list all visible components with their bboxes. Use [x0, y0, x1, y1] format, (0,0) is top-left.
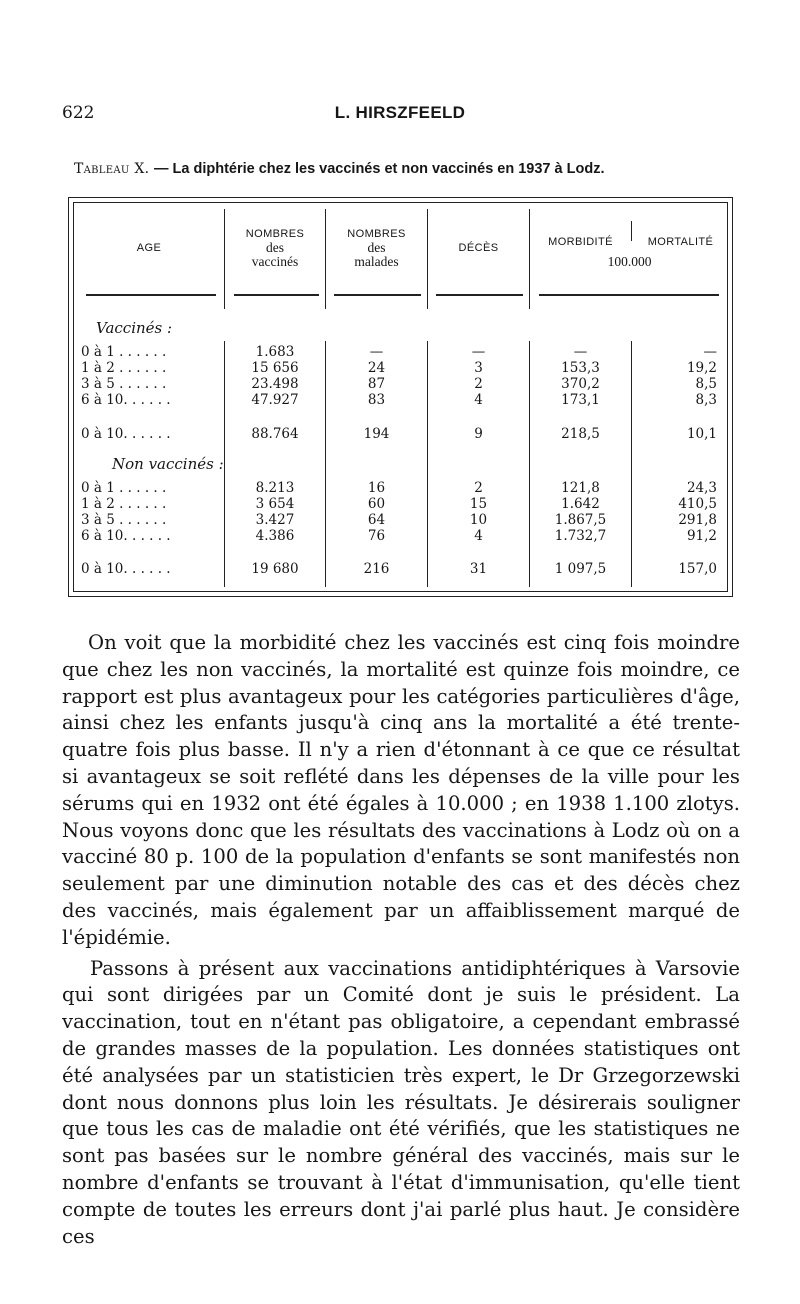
header-age: AGE — [136, 242, 162, 254]
data-table — [68, 197, 733, 597]
col-divider — [427, 209, 428, 309]
paragraph-1: On voit que la morbidité chez les vaccinés est cinq fois moindre que chez les non vaccinés, la mortalité est quinze fois moindre, ce rapport est plus avantageux pour les catégories particulières d'âge, ainsi chez les enfants jusqu'à cinq ans la mortalité a été trente-quatre fois plus basse. Il n'y a rien d'étonnant à ce que ce résultat si avantageux se soit reflété dans les dépenses de la ville pour les sérums qui en 1932 ont été égales à 10.000 ; en 1938 1.100 zlotys. Nous voyons donc que les résultats des vaccinations à Lodz où on a vacciné 80 p. 100 de la population d'enfants se sont manifestés non seulement par une diminution notable des cas et des décès chez des vaccinés, mais également par un affaiblissement marqué de l'épidémie. — [62, 631, 740, 949]
table-inner-border: AGE NOMBRES des vaccinés NOMBRES des malades DÉCÈS MORBIDITÉ MORTALITÉ 100.000 Vaccinés : 0 à 1 . . . . . . 1.683 — — — — 1 à 2 . . . . . . 15 656 24 3 153,3 19,2 3 à 5 . . . . . . 23.498 87 2 370,2 8,5 6 à 10. . . . . . 47.927 83 4 173,1 8,3 0 à 10. . . . . . 88.764 194 9 218,5 10,1 Non vaccinés : 0 à 1 . . . . . . 8.213 16 2 121,8 24,3 1 à 2 . . . . . . 3 654 60 15 1.642 410,5 3 à 5 . . . . . . 3.427 64 10 1.867,5 291,8 6 à 10. . . . . . 4.386 76 4 1.732,7 91,2 0 à 10. . . . . . 19 680 216 31 1 097,5 157,0 — [73, 202, 728, 592]
header-per-100000: 100.000 — [607, 254, 652, 269]
paragraph-2: Passons à présent aux vaccinations antidiphtériques à Varsovie qui sont dirigées par un Comité dont je suis le président. La vaccination, tout en n'étant pas obligatoire, a cependant embrassé de grandes masses de la population. Les données statistiques ont été analysées par un statisticien très expert, le Dr Grzegorzewski dont nous donnons plus loin les résultats. Je désirerais souligner que tous les cas de maladie ont été vérifiés, que les statistiques ne sont pas basées sur le nombre général des vaccinés, mais sur le nombre d'enfants se trouvant à l'état d'immunisation, qu'elle tient compte de toutes les erreurs dont j'ai parlé plus haut. Je considère ces — [62, 956, 740, 1248]
header-rule — [234, 294, 319, 296]
section-label-unvaccinated: Non vaccinés : — [112, 455, 224, 473]
caption-lead: Tableau X. — [74, 161, 150, 177]
section-label-vaccinated: Vaccinés : — [96, 319, 173, 337]
table-caption — [74, 161, 604, 177]
header-sick: NOMBRES des malades — [347, 228, 406, 269]
header-rule — [86, 294, 216, 296]
header-rule — [436, 294, 523, 296]
running-title: L. HIRSZFEELD — [334, 103, 466, 122]
header-deaths: DÉCÈS — [458, 242, 499, 254]
caption-text: — La diphtérie chez les vaccinés et non vaccinés en 1937 à Lodz. — [153, 161, 605, 177]
body-text — [62, 630, 740, 1250]
page-number: 622 — [62, 103, 95, 123]
header-morbidity: MORBIDITÉ — [548, 236, 613, 248]
running-head — [0, 103, 800, 127]
header-rule — [334, 294, 421, 296]
header-rule — [539, 294, 719, 296]
header-mortality: MORTALITÉ — [647, 236, 714, 248]
header-vaccinated: NOMBRES des vaccinés — [245, 228, 305, 269]
